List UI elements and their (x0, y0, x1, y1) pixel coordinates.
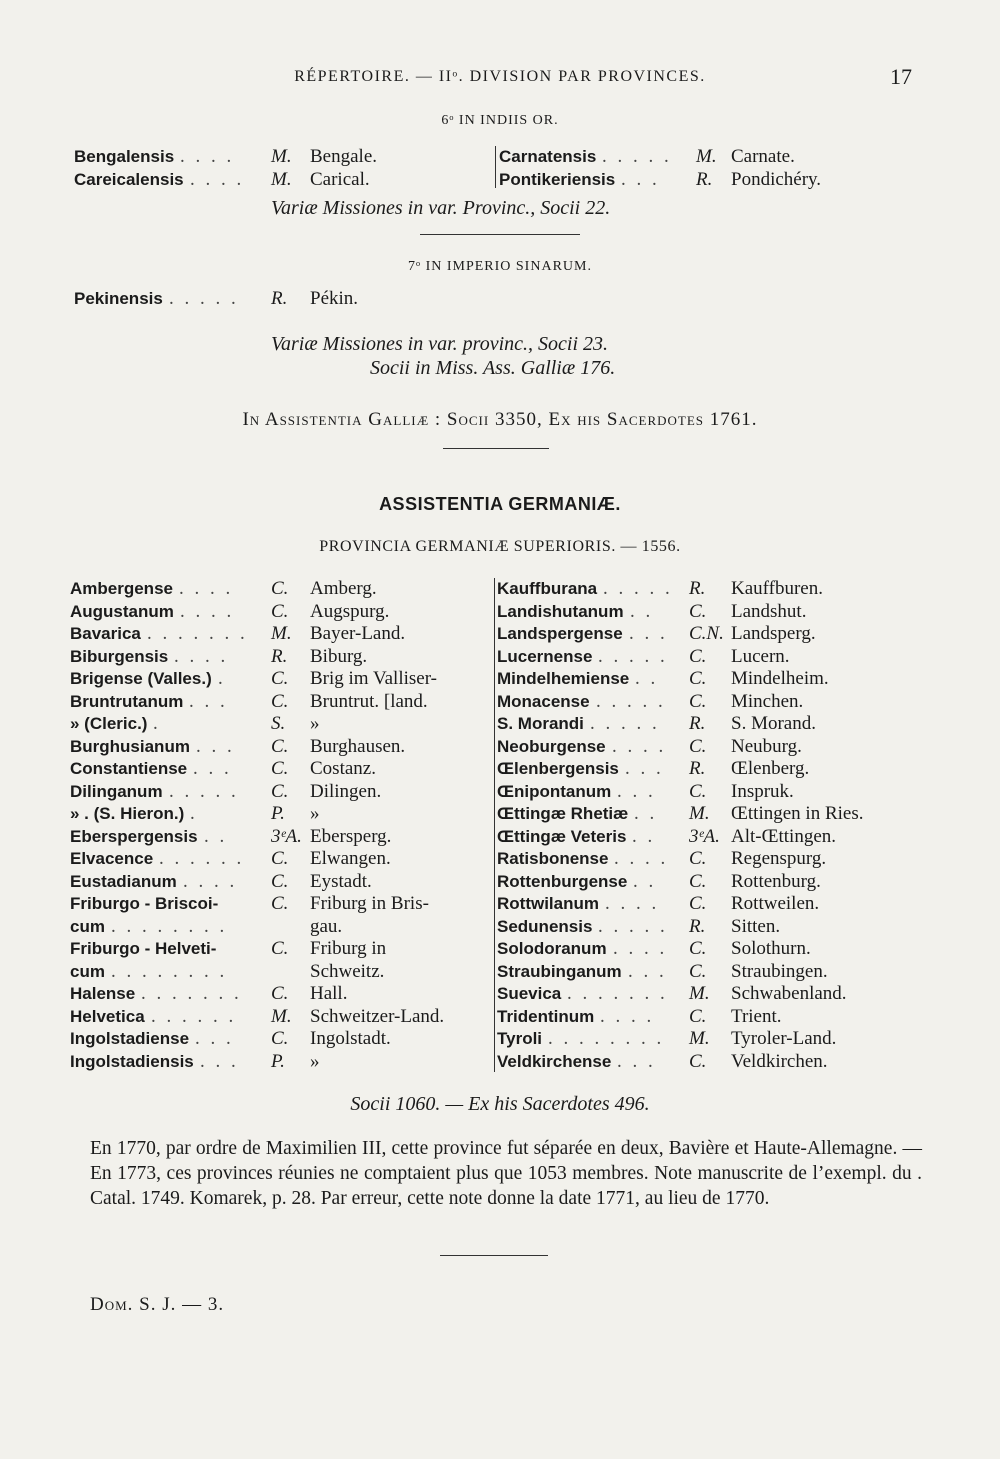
entry-place: Œttingen in Ries. (731, 803, 864, 824)
entry-grade: C. (689, 960, 707, 982)
entry-grade: R. (689, 758, 706, 779)
entry-place: Œlenberg. (731, 758, 810, 779)
germania-entry (497, 825, 907, 848)
entry-place: Trient. (731, 1005, 782, 1027)
entry-name: Bavarica (70, 624, 141, 643)
china-summary-2: Socii in Miss. Ass. Galliæ 176. (370, 357, 616, 379)
entry-name: » . (S. Hieron.) (70, 804, 185, 823)
entry-place: Bruntrut. [land. (310, 690, 428, 712)
leader-dots: . . . . (613, 938, 668, 959)
entry-grade: C. (271, 983, 289, 1004)
india-entry (499, 145, 879, 168)
india-entry (499, 168, 879, 191)
leader-dots: . . (630, 600, 654, 622)
entry-grade: C. (689, 645, 707, 667)
entry-name: Solodoranum (497, 939, 607, 958)
entry-name: Carnatensis (499, 147, 597, 166)
leader-dots: . . . . . . . . (111, 915, 228, 937)
entry-name: cum (70, 916, 105, 936)
entry-place: Alt-Œttingen. (731, 825, 837, 847)
germania-entry (497, 802, 907, 825)
entry-grade: C. (689, 870, 707, 892)
leader-dots: . . . (621, 169, 660, 190)
leader-dots: . (153, 713, 161, 734)
entry-place: Neuburg. (731, 735, 802, 757)
leader-dots: . (190, 803, 198, 824)
germania-entry (70, 712, 490, 735)
entry-grade: C. (689, 600, 707, 622)
germania-entry (70, 600, 490, 623)
entry-grade: C. (689, 1005, 707, 1027)
leader-dots: . . . . . . . (147, 623, 248, 644)
leader-dots: . . . . . (598, 915, 668, 937)
entry-name: Halense (70, 984, 136, 1003)
entry-name: Œttingæ Rhetiæ (497, 804, 629, 823)
entry-grade: M. (271, 169, 292, 190)
germania-entry (497, 937, 907, 960)
entry-place: Eystadt. (310, 870, 372, 892)
india-entry (74, 168, 484, 191)
entry-name: » (Cleric.) (70, 714, 148, 733)
entry-name: Pekinensis (74, 289, 163, 308)
entry-grade: P. (271, 803, 285, 824)
entry-name: Straubinganum (497, 961, 622, 981)
entry-place: Schwabenland. (731, 983, 847, 1004)
entry-name: Veldkirchense (497, 1051, 612, 1071)
leader-dots: . . . . . . (151, 1005, 237, 1027)
leader-dots: . . . . . (598, 645, 668, 667)
germania-entry (70, 690, 490, 713)
entry-name: Friburgo - Helveti- (70, 939, 217, 958)
entry-place: Augspurg. (310, 600, 390, 622)
entry-grade: C. (689, 848, 707, 869)
entry-grade: C. (689, 668, 707, 689)
leader-dots: . . . . . . (159, 848, 245, 869)
entry-grade: C. (271, 690, 289, 712)
entry-place: » (310, 803, 320, 824)
china-summary-1: Variæ Missiones in var. provinc., Socii 23. (271, 333, 609, 355)
leader-dots: . . . . (174, 645, 229, 667)
entry-name: Tyroli (497, 1029, 543, 1048)
leader-dots: . . (632, 825, 656, 847)
entry-name: Brigense (Valles.) (70, 669, 212, 688)
entry-name: Burghusianum (70, 736, 190, 756)
leader-dots: . . . . (179, 578, 234, 599)
leader-dots: . . . . (180, 146, 235, 167)
entry-grade: C. (689, 938, 707, 959)
entry-grade: C. (271, 848, 289, 869)
entry-grade: C. (271, 1028, 289, 1049)
germania-entry (70, 622, 490, 645)
entry-name: Neoburgense (497, 736, 606, 756)
leader-dots: . . . (195, 1028, 234, 1049)
entry-place: Dilingen. (310, 780, 382, 802)
germania-entry (497, 600, 907, 623)
germania-entry (497, 712, 907, 735)
leader-dots: . . (633, 870, 657, 892)
entry-grade: 3ᵉA. (271, 825, 302, 847)
entry-place: Rottweilen. (731, 893, 820, 914)
china-entry (74, 287, 484, 310)
germania-entry (497, 1005, 907, 1028)
entry-place: Friburg in Bris- (310, 893, 429, 914)
germania-entry (497, 982, 907, 1005)
entry-place: Sitten. (731, 915, 781, 937)
leader-dots: . . . . . . . (567, 983, 668, 1004)
germania-entry (70, 825, 490, 848)
entry-grade: C. (271, 893, 289, 914)
entry-grade: C. (271, 578, 289, 599)
entry-name: Rottenburgense (497, 871, 628, 891)
leader-dots: . . . (617, 780, 656, 802)
entry-name: Ratisbonense (497, 849, 609, 868)
germania-entry (497, 1050, 907, 1073)
entry-name: Mindelhemiense (497, 669, 630, 688)
entry-place: Bayer-Land. (310, 623, 406, 644)
entry-place: Pondichéry. (731, 169, 822, 190)
germania-entry (70, 892, 490, 915)
entry-grade: C. (271, 758, 289, 779)
entry-place: Schweitzer-Land. (310, 1005, 445, 1027)
entry-name: Suevica (497, 984, 562, 1003)
entry-name: Bruntrutanum (70, 691, 184, 711)
entry-place: Kauffburen. (731, 578, 823, 599)
entry-place: Lucern. (731, 645, 790, 667)
leader-dots: . . . (193, 758, 232, 779)
germania-entry (70, 757, 490, 780)
entry-place: Ingolstadt. (310, 1028, 391, 1049)
entry-grade: R. (689, 915, 706, 937)
india-entry (74, 145, 484, 168)
leader-dots: . . . . (183, 870, 238, 892)
entry-place: Friburg in (310, 938, 387, 959)
entry-place: Straubingen. (731, 960, 828, 982)
leader-dots: . . . (200, 1050, 239, 1072)
entry-name: Constantiense (70, 759, 188, 778)
leader-dots: . . . (625, 758, 664, 779)
entry-place: Minchen. (731, 690, 804, 712)
entry-name: Tridentinum (497, 1006, 595, 1026)
leader-dots: . . . . (612, 735, 667, 757)
germania-entry (70, 1050, 490, 1073)
entry-grade: R. (271, 645, 288, 667)
entry-name: Ingolstadiensis (70, 1051, 194, 1071)
entry-grade: C. (271, 668, 289, 689)
entry-grade: C. (689, 1050, 707, 1072)
entry-grade: M. (696, 146, 717, 167)
germania-entry (497, 735, 907, 758)
india-heading: 6ᵒ IN INDIIS OR. (441, 113, 559, 128)
entry-name: Biburgensis (70, 646, 169, 666)
leader-dots: . . . (629, 623, 668, 644)
germania-entry (497, 622, 907, 645)
entry-grade: C. (689, 690, 707, 712)
entry-name: Monacense (497, 691, 590, 711)
india-summary: Variæ Missiones in var. Provinc., Socii 22. (271, 197, 611, 219)
entry-place: » (310, 1050, 320, 1072)
entry-name: Ingolstadiense (70, 1029, 190, 1048)
entry-place: » (310, 713, 320, 734)
entry-grade: M. (271, 623, 292, 644)
germania-entry (497, 780, 907, 803)
entry-place: Solothurn. (731, 938, 811, 959)
entry-grade: R. (689, 713, 706, 734)
entry-place: Regenspurg. (731, 848, 827, 869)
entry-place: Veldkirchen. (731, 1050, 828, 1072)
entry-grade: R. (689, 578, 706, 599)
leader-dots: . . (204, 825, 228, 847)
germania-entry (497, 847, 907, 870)
germania-entry (70, 780, 490, 803)
leader-dots: . . . . (600, 1005, 655, 1027)
entry-name: Careicalensis (74, 170, 184, 189)
germania-entry (70, 847, 490, 870)
leader-dots: . . . . (605, 893, 660, 914)
entry-grade: C.N. (689, 623, 724, 644)
germania-column-divider (494, 578, 495, 1072)
germania-entry (497, 690, 907, 713)
leader-dots: . . . (189, 690, 228, 712)
entry-name: Ambergense (70, 579, 173, 598)
leader-dots: . (218, 668, 226, 689)
germania-entry (70, 1005, 490, 1028)
entry-name: Bengalensis (74, 147, 175, 166)
entry-name: Landishutanum (497, 601, 624, 621)
germania-entry (70, 915, 490, 938)
entry-place: Ebersperg. (310, 825, 392, 847)
leader-dots: . . (634, 803, 658, 824)
entry-grade: C. (271, 870, 289, 892)
germania-entry (70, 802, 490, 825)
germania-entry (497, 757, 907, 780)
signature-mark: Dom. S. J. — 3. (90, 1294, 225, 1315)
leader-dots: . . . . . . . . (548, 1028, 665, 1049)
province-heading: PROVINCIA GERMANIÆ SUPERIORIS. — 1556. (319, 538, 681, 555)
leader-dots: . . . . . . . . (111, 960, 228, 982)
entry-name: cum (70, 961, 105, 981)
leader-dots: . . . . . (169, 288, 239, 309)
entry-name: Elvacence (70, 849, 154, 868)
leader-dots: . . . . . (590, 713, 660, 734)
germania-entry (70, 982, 490, 1005)
leader-dots: . . . . (614, 848, 669, 869)
entry-place: Inspruk. (731, 780, 794, 802)
historical-note: En 1770, par ordre de Maximilien III, cette province fut séparée en deux, Bavière et Haute-Allemagne. — En 1773, ces provinces réunies ne comptaient plus que 1053 membres. Note manuscrite de l’exempl. du . Catal. 1749. Komarek, p. 28. Par erreur, cette note donne la date 1771, au lieu de 1770. (90, 1138, 922, 1209)
leader-dots: . . . (628, 960, 667, 982)
entry-place: Brig im Valliser- (310, 668, 437, 689)
entry-grade: M. (689, 1028, 710, 1049)
entry-name: Eberspergensis (70, 826, 198, 846)
entry-grade: S. (271, 713, 286, 734)
entry-place: Bengale. (310, 146, 378, 167)
leader-dots: . . . . . . . (141, 983, 242, 1004)
running-title: RÉPERTOIRE. — IIᵒ. DIVISION PAR PROVINCES. (294, 68, 706, 85)
entry-name: Pontikeriensis (499, 170, 616, 189)
leader-dots: . . . (196, 735, 235, 757)
entry-name: S. Morandi (497, 714, 584, 733)
entry-grade: P. (271, 1050, 285, 1072)
entry-place: Carical. (310, 169, 370, 190)
page-number: 17 (890, 64, 912, 89)
entry-place: Pékin. (310, 288, 359, 309)
divider (420, 234, 580, 235)
leader-dots: . . . . . (602, 146, 672, 167)
entry-place: Hall. (310, 983, 348, 1004)
entry-grade: M. (689, 983, 710, 1004)
entry-grade: M. (689, 803, 710, 824)
entry-grade: C. (271, 938, 289, 959)
germania-entry (497, 915, 907, 938)
leader-dots: . . . (617, 1050, 656, 1072)
entry-name: Landspergense (497, 624, 623, 643)
entry-grade: M. (271, 1005, 292, 1027)
germania-entry (497, 870, 907, 893)
entry-name: Friburgo - Briscoi- (70, 894, 219, 913)
entry-grade: C. (271, 735, 289, 757)
entry-name: Eustadianum (70, 871, 177, 891)
germania-entry (497, 1027, 907, 1050)
entry-place: Biburg. (310, 645, 368, 667)
entry-place: Mindelheim. (731, 668, 829, 689)
entry-name: Sedunensis (497, 916, 593, 936)
entry-place: Landsperg. (731, 623, 816, 644)
entry-place: gau. (310, 915, 343, 937)
germania-entry (70, 1027, 490, 1050)
entry-place: Elwangen. (310, 848, 391, 869)
entry-grade: M. (271, 146, 292, 167)
entry-name: Helvetica (70, 1006, 145, 1026)
germania-entry (497, 960, 907, 983)
germania-entry (70, 937, 490, 960)
germania-summary: Socii 1060. — Ex his Sacerdotes 496. (350, 1093, 650, 1115)
leader-dots: . . . . . (596, 690, 666, 712)
entry-grade: C. (689, 735, 707, 757)
entry-place: Costanz. (310, 758, 376, 779)
entry-name: Lucernense (497, 646, 593, 666)
germania-entry (497, 645, 907, 668)
leader-dots: . . . . . (169, 780, 239, 802)
entry-name: Augustanum (70, 601, 174, 621)
entry-place: Schweitz. (310, 960, 385, 982)
entry-place: Tyroler-Land. (731, 1028, 837, 1049)
entry-grade: R. (271, 288, 288, 309)
divider (440, 1255, 548, 1256)
entry-grade: R. (696, 169, 713, 190)
entry-name: Rottwilanum (497, 894, 599, 913)
germania-entry (70, 667, 490, 690)
leader-dots: . . . . (190, 169, 245, 190)
leader-dots: . . . . (180, 600, 235, 622)
entry-name: Œnipontanum (497, 781, 612, 801)
entry-grade: C. (271, 600, 289, 622)
germania-entry (70, 735, 490, 758)
entry-grade: C. (689, 893, 707, 914)
entry-grade: C. (271, 780, 289, 802)
entry-place: Rottenburg. (731, 870, 821, 892)
entry-name: Dilinganum (70, 781, 163, 801)
entry-name: Kauffburana (497, 579, 598, 598)
entry-grade: 3ᵉA. (689, 825, 720, 847)
germania-entry (497, 892, 907, 915)
germania-entry (497, 577, 907, 600)
gallia-total: In Assistentia Galliæ : Socii 3350, Ex his Sacerdotes 1761. (242, 409, 758, 430)
germania-entry (70, 577, 490, 600)
germania-heading: ASSISTENTIA GERMANIÆ. (379, 494, 621, 514)
germania-entry (70, 960, 490, 983)
entry-place: S. Morand. (731, 713, 816, 734)
divider (443, 448, 549, 449)
entry-name: Œttingæ Veteris (497, 826, 627, 846)
entry-grade: C. (689, 780, 707, 802)
entry-place: Amberg. (310, 578, 377, 599)
germania-entry (70, 870, 490, 893)
india-column-divider (495, 146, 496, 188)
leader-dots: . . . . . (603, 578, 673, 599)
leader-dots: . . (635, 668, 659, 689)
entry-name: Œlenbergensis (497, 759, 619, 778)
germania-entry (497, 667, 907, 690)
entry-place: Burghausen. (310, 735, 406, 757)
entry-place: Carnate. (731, 146, 795, 167)
entry-place: Landshut. (731, 600, 807, 622)
germania-entry (70, 645, 490, 668)
china-heading: 7ᵒ IN IMPERIO SINARUM. (408, 259, 592, 274)
